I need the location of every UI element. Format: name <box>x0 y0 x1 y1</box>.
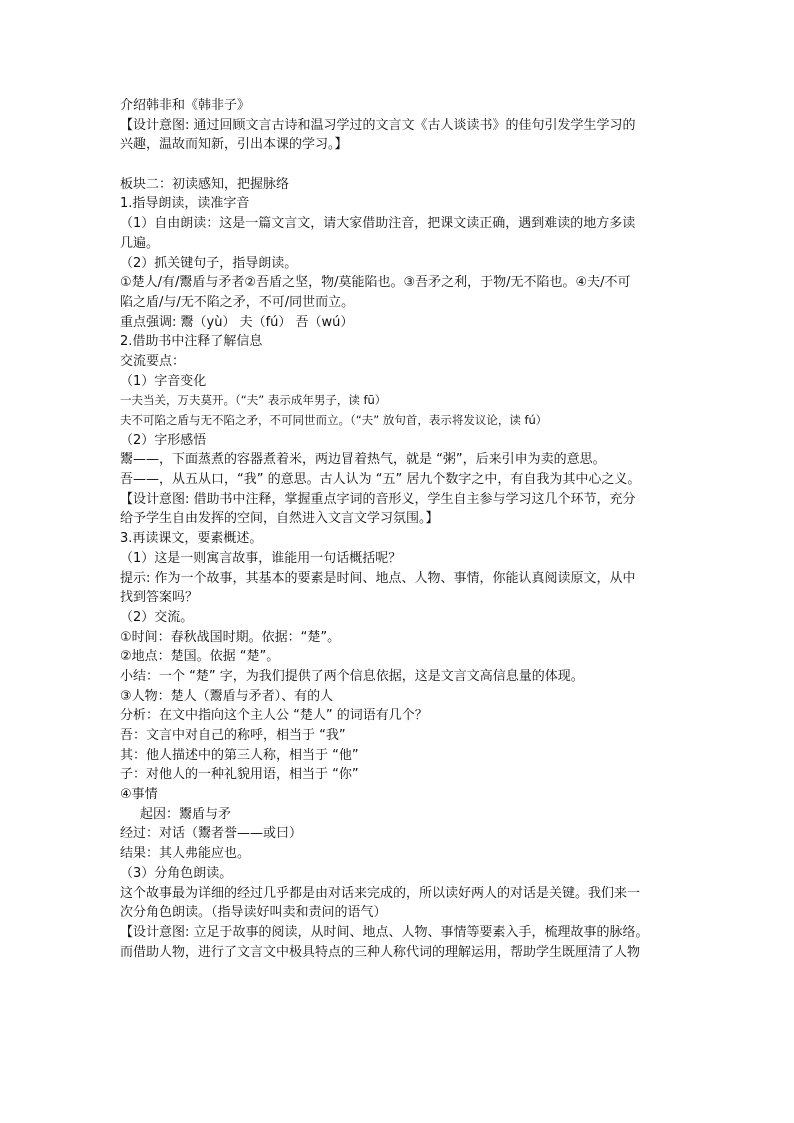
pronoun-wu: 吾：文言中对自己的称呼，相当于 “我” <box>120 728 346 743</box>
pronoun-zi: 子：对他人的一种礼貌用语，相当于 “你” <box>120 767 359 783</box>
element-place: ②地点：楚国。依据 “楚”。 <box>120 649 280 665</box>
analysis-question: 分析：在文中指向这个主人公 “楚人” 的词语有几个？ <box>120 708 428 724</box>
key-sentence-heading: （2）抓关键句子，指导朗读。 <box>120 255 298 271</box>
design-intent-3-line-1: 【设计意图: 立足于故事的阅读，从时间、地点、人物、事情等要素入手，梳理故事的脉络。 <box>120 924 649 940</box>
blank-line <box>120 155 680 175</box>
character-wu-explanation: 吾——，从五从口，“我” 的意思。古人认为 “五” 居九个数字之中，有自我为其中心之义。 <box>120 472 641 488</box>
role-reading-line-1: 这个故事最为详细的经过几乎都是由对话来完成的，所以读好两人的对话是关键。我们来一 <box>120 885 641 901</box>
sound-change-example-1: 一夫当关，万夫莫开。（“夫” 表示成年男子，读 fū） <box>120 393 387 408</box>
step-2-heading: 2.借助书中注释了解信息 <box>120 334 263 350</box>
design-intent-2-line-2: 给予学生自由发挥的空间，自然进入文言文学习氛围。】 <box>120 511 439 527</box>
character-yu-explanation: 鬻——，下面蒸煮的容器煮着米，两边冒着热气，就是 “粥”，后来引申为卖的意思。 <box>120 452 606 468</box>
sentence-pauses-line-1: ①楚人/有/鬻盾与矛者②吾盾之坚，物/莫能陷也。③吾矛之利，于物/无不陷也。④夫/不可 <box>120 275 631 291</box>
document-page <box>120 96 680 962</box>
role-reading-heading: （3）分角色朗读。 <box>120 865 233 881</box>
element-time: ①时间：春秋战国时期。依据：“楚”。 <box>120 629 341 645</box>
summary-question: （1）这是一则寓言故事，谁能用一句话概括呢？ <box>120 550 402 566</box>
event-result: 结果：其人弗能应也。 <box>120 846 251 862</box>
pronunciation-emphasis: 重点强调: 鬻（yù） 夫（fú） 吾（wú） <box>120 314 354 330</box>
pronoun-qi: 其：他人描述中的第三人称，相当于 “他” <box>120 747 359 763</box>
summary-note: 小结：一个 “楚” 字，为我们提供了两个信息依据，这是文言文高信息量的体现。 <box>120 668 584 684</box>
hint-line-2: 找到答案吗？ <box>120 590 199 606</box>
sound-change-example-2: 夫不可陷之盾与无不陷之矛，不可同世而立。（“夫” 放句首，表示将发议论，读 fú） <box>120 413 548 427</box>
design-intent-3-line-2: 而借助人物，进行了文言文中极具特点的三种人称代词的理解运用，帮助学生既厘清了人物 <box>120 944 641 960</box>
section-2-heading: 板块二：初读感知，把握脉络 <box>120 176 290 192</box>
element-people: ③人物：楚人（鬻盾与矛者）、有的人 <box>120 688 334 704</box>
event-process: 经过：对话（鬻者誉——或曰） <box>120 826 303 842</box>
intro-han-feizi-line: 介绍韩非和《韩非子》 <box>120 98 251 113</box>
role-reading-line-2: 次分角色朗读。（指导读好叫卖和责问的语气） <box>120 905 387 921</box>
discussion-points-label: 交流要点： <box>120 353 186 369</box>
design-intent-1-line-2: 兴趣，温故而知新，引出本课的学习。】 <box>120 137 348 153</box>
step-1-heading: 1.指导朗读，读准字音 <box>120 196 250 212</box>
character-form-heading: （2）字形感悟 <box>120 432 207 448</box>
design-intent-2-line-1: 【设计意图: 借助书中注释，掌握重点字词的音形义，学生自主参与学习这几个环节，充分 <box>120 491 636 507</box>
step-3-heading: 3.再读课文，要素概述。 <box>120 531 263 547</box>
free-reading-line-2: 几遍。 <box>120 235 160 251</box>
design-intent-1-line-1: 【设计意图: 通过回顾文言古诗和温习学过的文言文《古人谈读书》的佳句引发学生学习的 <box>120 117 636 133</box>
event-cause: 起因：鬻盾与矛 <box>140 806 232 822</box>
free-reading-line-1: （1）自由朗读：这是一篇文言文，请大家借助注音，把课文读正确，遇到难读的地方多读 <box>120 216 636 232</box>
sentence-pauses-line-2: 陷之盾/与/无不陷之矛，不可/同世而立。 <box>120 294 355 310</box>
sound-change-heading: （1）字音变化 <box>120 373 207 389</box>
exchange-heading: （2）交流。 <box>120 609 194 625</box>
element-event: ④事情 <box>120 787 158 803</box>
hint-line-1: 提示: 作为一个故事，其基本的要素是时间、地点、人物、事情，你能认真阅读原文，从中 <box>120 570 636 586</box>
